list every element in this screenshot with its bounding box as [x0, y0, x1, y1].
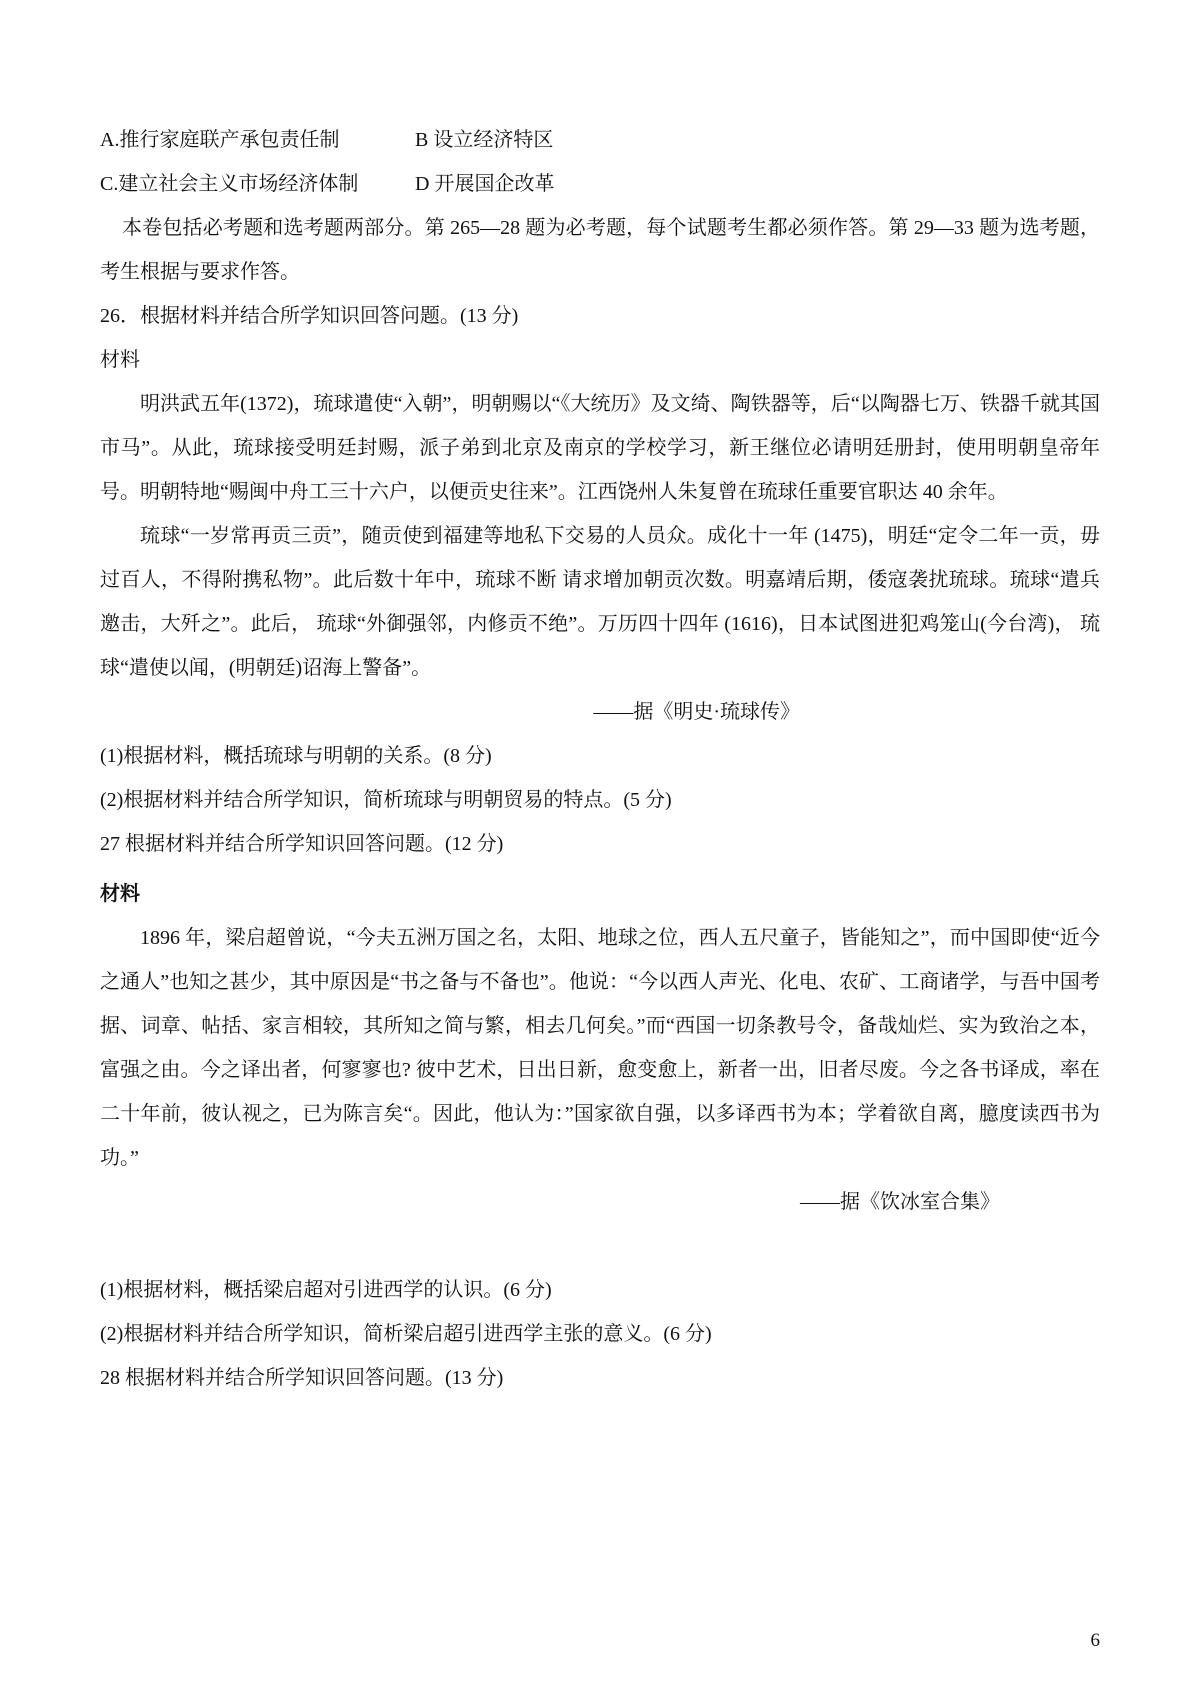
option-a: A.推行家庭联产承包责任制 [100, 129, 340, 151]
q27-material-label: 材料 [100, 883, 140, 905]
q27-question-2: (2)根据材料并结合所学知识，简析梁启超引进西学主张的意义。(6 分) [100, 1323, 712, 1345]
q27-source-citation: ——据《饮冰室合集》 [800, 1191, 1000, 1213]
page-number: 6 [1090, 1630, 1100, 1651]
option-d: D 开展国企改革 [415, 173, 555, 195]
q26-material-label: 材料 [100, 349, 140, 371]
q27-heading: 27 根据材料并结合所学知识回答问题。(12 分) [100, 833, 504, 855]
q27-question-1: (1)根据材料，概括梁启超对引进西学的认识。(6 分) [100, 1279, 552, 1301]
q26-material-para-2: 琉球“一岁常再贡三贡”，随贡使到福建等地私下交易的人员众。成化十一年 (1475)，明廷“定令二年一贡，毋过百人，不得附携私物”。此后数十年中，琉球不断 请求增加朝贡次数。明嘉靖后期，倭寇袭扰琉球。琉球“遣兵邀击，大歼之”。此后， 琉球“外御强邻，内修贡不绝”。万历四十四年 (1616)，日本试图进犯鸡笼山(今台湾)， 琉球“遣使以闻，(明朝廷)诏海上警备”。 [100, 525, 1100, 679]
q27-material-para-1: 1896 年，梁启超曾说，“今夫五洲万国之名，太阳、地球之位，西人五尺童子，皆能知之”，而中国即使“近今之通人”也知之甚少，其中原因是“书之备与不备也”。他说：“今以西人声光、化电、农矿、工商诸学，与吾中国考据、词章、帖括、家言相较，其所知之简与繁，相去几何矣。”而“西国一切条教号令，备哉灿烂、实为致治之本，富强之由。今之译出者，何寥寥也? 彼中艺术，日出日新，愈变愈上，新者一出，旧者尽废。今之各书译成，率在二十年前，彼认视之，已为陈言矣“。因此，他认为：”国家欲自强，以多译西书为本；学着欲自离，臆度读西书为功。” [100, 927, 1100, 1169]
q26-heading: 26．根据材料并结合所学知识回答问题。(13 分) [100, 305, 519, 327]
q26-material-para-1: 明洪武五年(1372)，琉球遣使“入朝”，明朝赐以“《大统历》及文绮、陶铁器等，后“以陶器七万、铁器千就其国市马”。从此，琉球接受明廷封赐，派子弟到北京及南京的学校学习，新王继位必请明廷册封，使用明朝皇帝年号。明朝特地“赐闽中舟工三十六户，以便贡史往来”。江西饶州人朱复曾在琉球任重要官职达 40 余年。 [100, 393, 1100, 503]
exam-instructions: 本卷包括必考题和选考题两部分。第 265—28 题为必考题，每个试题考生都必须作答。第 29—33 题为选考题，考生根据与要求作答。 [100, 217, 1100, 283]
q26-question-2: (2)根据材料并结合所学知识，简析琉球与明朝贸易的特点。(5 分) [100, 789, 672, 811]
option-c: C.建立社会主义市场经济体制 [100, 173, 359, 195]
q26-source-citation: ——据《明史·琉球传》 [593, 701, 800, 723]
option-b: B 设立经济特区 [415, 129, 554, 151]
q26-question-1: (1)根据材料，概括琉球与明朝的关系。(8 分) [100, 745, 492, 767]
options-row-1 [100, 118, 1100, 162]
options-row-2 [100, 162, 1100, 206]
q28-heading: 28 根据材料并结合所学知识回答问题。(13 分) [100, 1367, 504, 1389]
